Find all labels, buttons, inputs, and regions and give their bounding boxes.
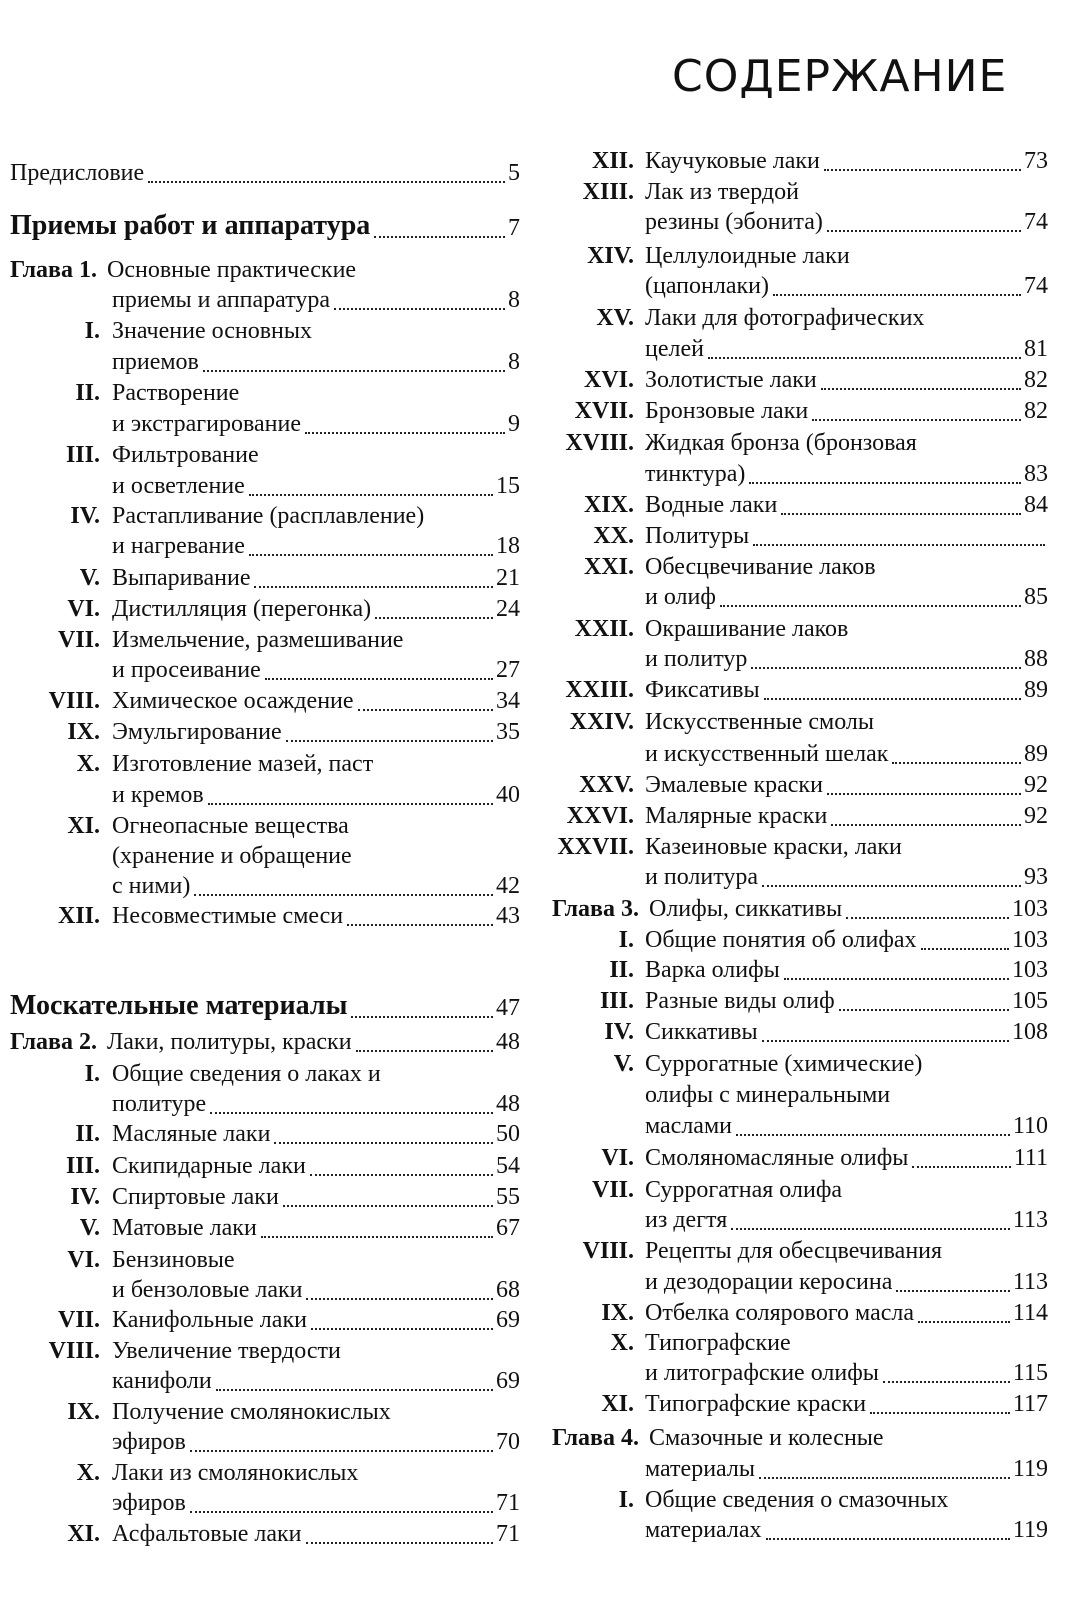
roman-numeral: III. — [599, 988, 634, 1014]
entry-title: Лаки из смолянокислых — [112, 1460, 359, 1486]
entry-title: целей — [645, 336, 704, 362]
entry-title: Измельчение, размешивание — [112, 627, 404, 653]
page-number: 88 — [1024, 646, 1048, 672]
toc-entry — [0, 770, 1085, 800]
page-number: 47 — [496, 995, 520, 1021]
toc-entry-line — [0, 1515, 1085, 1545]
page-number: 68 — [496, 1277, 520, 1303]
dot-leader — [762, 885, 1021, 887]
entry-title: Выпаривание — [112, 565, 251, 591]
entry-title: Общие сведения о лаках и — [112, 1061, 381, 1087]
page-number: 40 — [496, 782, 520, 808]
page-number: 111 — [1013, 1145, 1048, 1171]
roman-numeral: XII. — [57, 903, 100, 929]
toc-entry-line — [0, 644, 1085, 674]
entry-title: и нагревание — [112, 533, 245, 559]
entry-title: Лаки для фотографических — [645, 305, 925, 331]
page-number: 43 — [496, 903, 520, 929]
toc-entry — [0, 986, 1085, 1016]
entry-title: и политур — [645, 646, 748, 672]
roman-numeral: X. — [610, 1330, 634, 1356]
dot-leader — [749, 482, 1021, 484]
toc-entry-line — [0, 207, 1085, 237]
entry-title: резины (эбонита) — [645, 209, 823, 235]
entry-title: и искусственный шелак — [645, 741, 889, 767]
page-number: 84 — [1024, 492, 1048, 518]
entry-title: Фильтрование — [112, 442, 259, 468]
roman-numeral: X. — [76, 1460, 100, 1486]
chapter-label: Глава 2. — [10, 1029, 97, 1055]
roman-numeral: IV. — [70, 1184, 100, 1210]
entry-title: Химическое осаждение — [112, 688, 354, 714]
page-number: 92 — [1024, 772, 1048, 798]
page-number: 55 — [496, 1184, 520, 1210]
page-number: 21 — [496, 565, 520, 591]
entry-title: Изготовление мазей, паст — [112, 751, 374, 777]
entry-title: Варка олифы — [645, 957, 780, 983]
entry-title: Олифы, сиккативы — [649, 896, 843, 922]
page-number: 83 — [1024, 461, 1048, 487]
toc-entry — [0, 303, 1085, 333]
page-number: 82 — [1024, 398, 1048, 424]
dot-leader — [781, 513, 1021, 515]
entry-title: приемов — [112, 349, 199, 375]
page-number: 105 — [1012, 988, 1048, 1014]
dot-leader — [918, 1321, 1010, 1323]
entry-title: (хранение и обращение — [112, 843, 352, 869]
toc-entry — [0, 146, 1085, 176]
entry-title: политуре — [112, 1091, 207, 1117]
page-number: 82 — [1024, 367, 1048, 393]
entry-title: Несовместимые смеси — [112, 903, 344, 929]
entry-title: Рецепты для обесцвечивания — [645, 1238, 943, 1264]
entry-title: Типографские краски — [645, 1391, 867, 1417]
dot-leader — [731, 1228, 1010, 1230]
toc-entry — [0, 801, 1085, 831]
roman-numeral: VI. — [601, 1145, 634, 1171]
toc-entry — [0, 1017, 1085, 1047]
entry-title: Фиксативы — [645, 677, 760, 703]
dot-leader — [736, 1134, 1010, 1136]
entry-title: Эмульгирование — [112, 719, 282, 745]
roman-numeral: XI. — [67, 813, 100, 839]
entry-title: и кремов — [112, 782, 204, 808]
page-number: 110 — [1012, 1113, 1048, 1139]
entry-title: Предисловие — [10, 160, 145, 186]
toc-entry-line — [0, 459, 1085, 489]
entry-title: Масляные лаки — [112, 1121, 271, 1147]
toc-entry-line — [0, 862, 1085, 892]
entry-title: Лак из твердой — [645, 179, 799, 205]
page-number: 67 — [496, 1215, 520, 1241]
toc-entry — [0, 925, 1085, 955]
entry-title: Спиртовые лаки — [112, 1184, 279, 1210]
page-number: 93 — [1024, 864, 1048, 890]
page-number: 119 — [1012, 1517, 1048, 1543]
entry-title: Смоляномасляные олифы — [645, 1145, 909, 1171]
dot-leader — [720, 605, 1021, 607]
chapter-label: Глава 1. — [10, 257, 97, 283]
toc-entry — [0, 675, 1085, 705]
roman-numeral: XI. — [67, 1521, 100, 1547]
roman-numeral: XXI. — [583, 554, 634, 580]
page-number: 70 — [496, 1429, 520, 1455]
page-number: 42 — [496, 873, 520, 899]
roman-numeral: V. — [613, 1051, 634, 1077]
entry-title: Суррогатные (химические) — [645, 1051, 923, 1077]
entry-title: (цапонлаки) — [645, 273, 769, 299]
roman-numeral: VII. — [57, 1307, 100, 1333]
roman-numeral: XVII. — [574, 398, 634, 424]
dot-leader — [784, 978, 1009, 980]
page-number: 27 — [496, 657, 520, 683]
page-number: 103 — [1012, 927, 1048, 953]
toc-entry — [0, 1328, 1085, 1358]
chapter-entry — [0, 894, 1085, 924]
entry-title: материалах — [645, 1517, 762, 1543]
entry-title: Смазочные и колесные — [649, 1425, 884, 1451]
roman-numeral: X. — [76, 751, 100, 777]
toc-entry-line — [0, 1205, 1085, 1235]
page-number: 114 — [1012, 1300, 1048, 1326]
entry-title: Огнеопасные вещества — [112, 813, 349, 839]
entry-title: Целлулоидные лаки — [645, 243, 850, 269]
entry-title: Окрашивание лаков — [645, 616, 849, 642]
toc-entry — [0, 1175, 1085, 1205]
roman-numeral: XI. — [601, 1391, 634, 1417]
entry-title: Скипидарные лаки — [112, 1153, 306, 1179]
entry-title: Канифольные лаки — [112, 1307, 307, 1333]
entry-title: Общие сведения о смазочных — [645, 1487, 949, 1513]
toc-entry-line — [0, 1454, 1085, 1484]
entry-title: и олиф — [645, 584, 716, 610]
entry-title: Разные виды олиф — [645, 988, 835, 1014]
roman-numeral: I. — [84, 1061, 100, 1087]
toc-entry — [0, 521, 1085, 551]
entry-title: Приемы работ и аппаратура — [10, 210, 371, 241]
dot-leader — [764, 698, 1021, 700]
entry-title: Общие понятия об олифах — [645, 927, 917, 953]
toc-entry — [0, 1389, 1085, 1419]
entry-title: и бензоловые лаки — [112, 1277, 303, 1303]
entry-title: с ними) — [112, 873, 191, 899]
dot-leader — [827, 793, 1021, 795]
page-number: 5 — [508, 160, 520, 186]
page-number: 73 — [1024, 148, 1048, 174]
entry-title: Эмалевые краски — [645, 772, 823, 798]
dot-leader — [708, 357, 1021, 359]
chapter-entry — [0, 1423, 1085, 1453]
dot-leader — [912, 1166, 1010, 1168]
entry-title: и экстрагирование — [112, 411, 301, 437]
entry-title: Увеличение твердости — [112, 1338, 341, 1364]
toc-entry — [0, 490, 1085, 520]
page-number: 71 — [496, 1521, 520, 1547]
roman-numeral: VIII. — [48, 688, 100, 714]
toc-entry — [0, 832, 1085, 862]
dot-leader — [921, 948, 1009, 950]
page-number: 48 — [496, 1091, 520, 1117]
entry-title: Политуры — [645, 523, 750, 549]
toc-entry — [0, 1298, 1085, 1328]
roman-numeral: IV. — [70, 503, 100, 529]
dot-leader — [870, 1412, 1010, 1414]
entry-title: Казеиновые краски, лаки — [645, 834, 902, 860]
chapter-label: Глава 4. — [552, 1425, 639, 1451]
entry-title: Основные практические — [107, 257, 357, 283]
toc-entry — [0, 396, 1085, 426]
page-number: 74 — [1024, 273, 1048, 299]
toc-entry-line — [0, 271, 1085, 301]
roman-numeral: XVI. — [583, 367, 634, 393]
page-number: 50 — [496, 1121, 520, 1147]
roman-numeral: XVIII. — [565, 430, 634, 456]
roman-numeral: III. — [65, 1153, 100, 1179]
page-number: 69 — [496, 1368, 520, 1394]
page-number: 113 — [1012, 1269, 1048, 1295]
dot-leader — [762, 1040, 1009, 1042]
entry-title: Отбелка солярового масла — [645, 1300, 915, 1326]
toc-entry — [0, 1485, 1085, 1515]
dot-leader — [883, 1381, 1010, 1383]
entry-title: Водные лаки — [645, 492, 778, 518]
page-number: 9 — [508, 411, 520, 437]
roman-numeral: XXV. — [579, 772, 634, 798]
page-number: 74 — [1024, 209, 1048, 235]
toc-entry-line — [0, 1267, 1085, 1297]
entry-title: Малярные краски — [645, 803, 828, 829]
page-number: 69 — [496, 1307, 520, 1333]
page-number: 108 — [1012, 1019, 1048, 1045]
roman-numeral: XIII. — [582, 179, 634, 205]
toc-entry-line — [0, 739, 1085, 769]
page-number: 71 — [496, 1490, 520, 1516]
roman-numeral: VI. — [67, 596, 100, 622]
entry-title: и литографские олифы — [645, 1360, 879, 1386]
roman-numeral: VII. — [591, 1177, 634, 1203]
roman-numeral: IX. — [67, 1399, 100, 1425]
dot-leader — [839, 1009, 1009, 1011]
entry-title: и дезодорации керосина — [645, 1269, 893, 1295]
dot-leader — [812, 419, 1021, 421]
page-number: 103 — [1012, 896, 1048, 922]
chapter-label: Глава 3. — [552, 896, 639, 922]
dot-leader — [846, 917, 1009, 919]
toc-entry-line — [0, 1080, 1085, 1110]
entry-title: Москательные материалы — [10, 990, 348, 1021]
toc-entry — [0, 365, 1085, 395]
page-number: 48 — [496, 1029, 520, 1055]
roman-numeral: XV. — [596, 305, 634, 331]
roman-numeral: IX. — [67, 719, 100, 745]
roman-numeral: I. — [84, 318, 100, 344]
roman-numeral: V. — [79, 1215, 100, 1241]
roman-numeral: XXII. — [574, 616, 634, 642]
roman-numeral: II. — [75, 380, 100, 406]
toc-entry — [0, 241, 1085, 271]
roman-numeral: I. — [618, 927, 634, 953]
roman-numeral: VIII. — [582, 1238, 634, 1264]
dot-leader — [821, 388, 1021, 390]
entry-title: Сиккативы — [645, 1019, 758, 1045]
roman-numeral: XII. — [591, 148, 634, 174]
entry-title: Бензиновые — [112, 1247, 235, 1273]
toc-entry — [0, 177, 1085, 207]
page-number: 103 — [1012, 957, 1048, 983]
toc-entry — [0, 1049, 1085, 1079]
entry-title: эфиров — [112, 1490, 186, 1516]
dot-leader — [766, 1538, 1010, 1540]
toc-entry — [0, 1143, 1085, 1173]
page-number: 8 — [508, 287, 520, 313]
entry-title: Бронзовые лаки — [645, 398, 809, 424]
dot-leader — [827, 230, 1021, 232]
entry-title: канифоли — [112, 1368, 212, 1394]
toc-entry-line — [0, 1111, 1085, 1141]
roman-numeral: XIV. — [587, 243, 634, 269]
entry-title: Лаки, политуры, краски — [107, 1029, 352, 1055]
dot-leader — [753, 544, 1045, 546]
entry-title: Суррогатная олифа — [645, 1177, 843, 1203]
entry-title: из дегтя — [645, 1207, 728, 1233]
page-number: 35 — [496, 719, 520, 745]
entry-title: и политура — [645, 864, 759, 890]
entry-title: Типографские — [645, 1330, 791, 1356]
dot-leader — [831, 824, 1021, 826]
entry-title: и просеивание — [112, 657, 261, 683]
dot-leader — [892, 762, 1021, 764]
roman-numeral: XIX. — [583, 492, 634, 518]
dot-leader — [759, 1477, 1010, 1479]
entry-title: Дистилляция (перегонка) — [112, 596, 372, 622]
dot-leader — [824, 169, 1021, 171]
roman-numeral: II. — [609, 957, 634, 983]
roman-numeral: VII. — [57, 627, 100, 653]
entry-title: Получение смолянокислых — [112, 1399, 391, 1425]
entry-title: материалы — [645, 1456, 756, 1482]
dot-leader — [751, 667, 1021, 669]
roman-numeral: II. — [75, 1121, 100, 1147]
roman-numeral: XXIII. — [565, 677, 634, 703]
roman-numeral: XX. — [593, 523, 634, 549]
page-number: 92 — [1024, 803, 1048, 829]
page-number: 89 — [1024, 677, 1048, 703]
page-number: 54 — [496, 1153, 520, 1179]
page-title: СОДЕРЖАНИЕ — [672, 51, 1008, 102]
toc-entry — [0, 552, 1085, 582]
page-number: 34 — [496, 688, 520, 714]
page-number: 7 — [508, 215, 520, 241]
page-number: 89 — [1024, 741, 1048, 767]
entry-title: приемы и аппаратура — [112, 287, 331, 313]
roman-numeral: IV. — [604, 1019, 634, 1045]
toc-entry-line — [0, 1358, 1085, 1388]
roman-numeral: III. — [65, 442, 100, 468]
entry-title: и осветление — [112, 473, 245, 499]
page-number: 18 — [496, 533, 520, 559]
page-number: 15 — [496, 473, 520, 499]
page-number: 8 — [508, 349, 520, 375]
entry-title: Растапливание (расплавление) — [112, 503, 425, 529]
entry-title: Каучуковые лаки — [645, 148, 820, 174]
page-number: 24 — [496, 596, 520, 622]
roman-numeral: XXVI. — [566, 803, 634, 829]
entry-title: эфиров — [112, 1429, 186, 1455]
roman-numeral: XXVII. — [557, 834, 634, 860]
roman-numeral: IX. — [601, 1300, 634, 1326]
page-number: 117 — [1012, 1391, 1048, 1417]
entry-title: маслами — [645, 1113, 732, 1139]
toc-entry-line — [0, 334, 1085, 364]
entry-title: тинктура) — [645, 461, 746, 487]
entry-title: олифы с минеральными — [645, 1082, 891, 1108]
page-number: 81 — [1024, 336, 1048, 362]
entry-title: Золотистые лаки — [645, 367, 817, 393]
dot-leader — [773, 294, 1021, 296]
page-number: 113 — [1012, 1207, 1048, 1233]
toc-entry — [0, 707, 1085, 737]
toc-entry — [0, 428, 1085, 458]
roman-numeral: I. — [618, 1487, 634, 1513]
page-number: 119 — [1012, 1456, 1048, 1482]
roman-numeral: XXIV. — [569, 709, 634, 735]
toc-entry-line — [0, 582, 1085, 612]
entry-title: Асфальтовые лаки — [112, 1521, 302, 1547]
toc-entry — [0, 1236, 1085, 1266]
roman-numeral: VIII. — [48, 1338, 100, 1364]
dot-leader — [896, 1290, 1010, 1292]
toc-entry — [0, 955, 1085, 985]
entry-title: Искусственные смолы — [645, 709, 875, 735]
toc-entry — [0, 614, 1085, 644]
entry-title: Обесцвечивание лаков — [645, 554, 876, 580]
roman-numeral: VI. — [67, 1247, 100, 1273]
entry-title: Жидкая бронза (бронзовая — [645, 430, 917, 456]
entry-title: Значение основных — [112, 318, 313, 344]
page-number: 115 — [1012, 1360, 1048, 1386]
entry-title: Матовые лаки — [112, 1215, 257, 1241]
page-number: 85 — [1024, 584, 1048, 610]
roman-numeral: V. — [79, 565, 100, 591]
entry-title: Растворение — [112, 380, 240, 406]
